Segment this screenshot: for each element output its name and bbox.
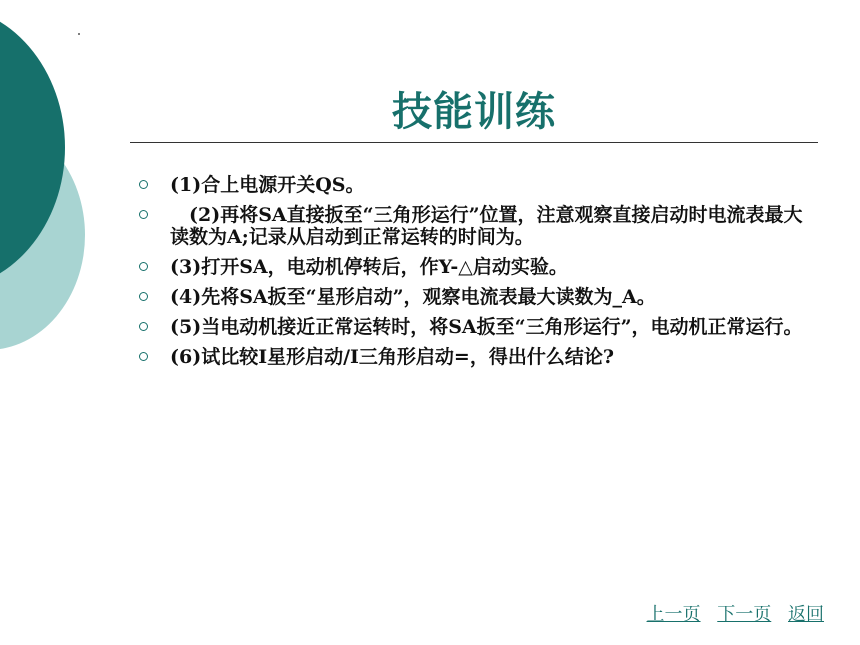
list-item-text: (1)合上电源开关QS。 (170, 174, 365, 196)
list-item (136, 174, 816, 196)
circle-bullet-icon (139, 292, 148, 301)
circle-bullet-icon (139, 352, 148, 361)
list-item-text: (2)再将SA直接扳至“三角形运行”位置，注意观察直接启动时电流表最大读数为A;记录从启动到正常运转的时间为。 (170, 204, 803, 248)
list-item-text: (3)打开SA，电动机停转后，作Y-△启动实验。 (170, 256, 568, 278)
list-item (136, 256, 816, 278)
list-item (136, 346, 816, 368)
list-item-text: (5)当电动机接近正常运转时，将SA扳至“三角形运行”，电动机正常运行。 (170, 316, 803, 338)
list-item (136, 286, 816, 308)
circle-bullet-icon (139, 322, 148, 331)
title-divider (130, 142, 818, 143)
decorative-dot (78, 33, 80, 35)
circle-bullet-icon (139, 262, 148, 271)
slide-navigation (636, 600, 824, 626)
step-list (136, 174, 816, 376)
back-link[interactable]: 返回 (788, 604, 824, 625)
list-item (136, 204, 816, 248)
circle-bullet-icon (139, 180, 148, 189)
slide-title: 技能训练 (392, 89, 556, 135)
prev-page-link[interactable]: 上一页 (646, 604, 701, 625)
circle-bullet-icon (139, 210, 148, 219)
list-item (136, 316, 816, 338)
list-item-text: (6)试比较I星形启动/I三角形启动=，得出什么结论? (170, 346, 614, 368)
list-item-text: (4)先将SA扳至“星形启动”，观察电流表最大读数为_A。 (170, 286, 656, 308)
next-page-link[interactable]: 下一页 (717, 604, 772, 625)
